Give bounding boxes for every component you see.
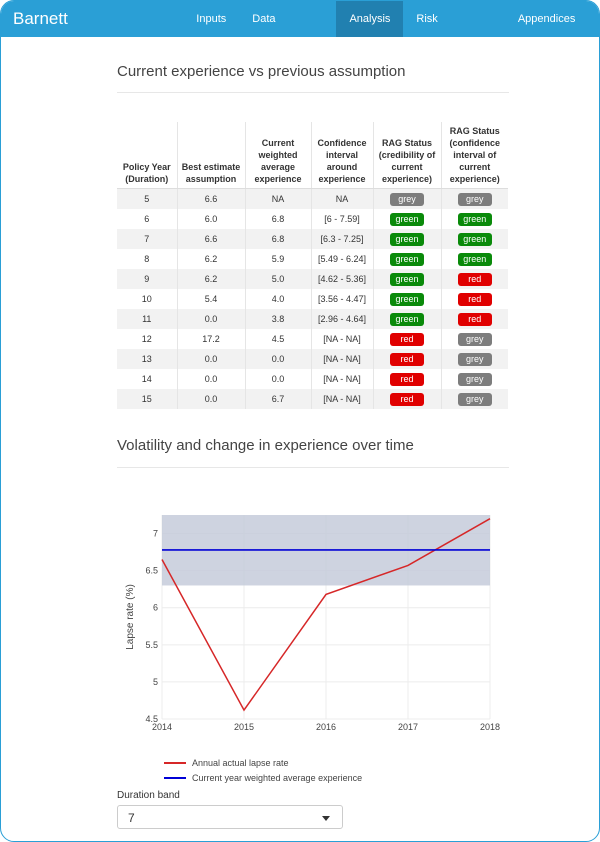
status-badge: grey bbox=[458, 393, 492, 406]
cell-rag-credibility bbox=[373, 269, 441, 289]
divider bbox=[117, 92, 509, 93]
nav-inputs[interactable]: Inputs bbox=[196, 13, 227, 25]
cell-rag-confidence bbox=[441, 389, 508, 409]
table-row bbox=[117, 269, 508, 289]
cell-policy-year: 14 bbox=[141, 374, 152, 384]
rag-table bbox=[117, 122, 508, 409]
table-row bbox=[117, 309, 508, 329]
cell-best-estimate: 5.4 bbox=[177, 289, 245, 309]
cell-best-estimate: 6.6 bbox=[177, 229, 245, 249]
cell-policy-year: 9 bbox=[117, 269, 177, 289]
status-badge: green bbox=[390, 253, 424, 266]
cell-rag-confidence bbox=[441, 209, 508, 229]
cell-current-experience: 6.8 bbox=[245, 229, 311, 249]
cell-rag-credibility bbox=[373, 389, 441, 409]
nav-appendices-label: Appendices bbox=[517, 13, 576, 25]
cell-policy-year: 11 bbox=[117, 309, 177, 329]
cell-best-estimate: 6.6 bbox=[177, 189, 245, 210]
cell-best-estimate: 0.0 bbox=[177, 389, 245, 409]
cell-current-experience: 0.0 bbox=[245, 349, 311, 369]
y-tick-label: 5.5 bbox=[145, 639, 158, 650]
legend-swatch bbox=[164, 762, 186, 764]
status-badge: green bbox=[458, 233, 492, 246]
legend-swatch bbox=[164, 777, 186, 779]
legend-item-annual[interactable] bbox=[164, 755, 362, 770]
cell-best-estimate: 0.0 bbox=[177, 309, 245, 329]
y-tick-label: 5 bbox=[152, 676, 158, 687]
cell-confidence-interval: [NA - NA] bbox=[311, 349, 373, 369]
status-badge: green bbox=[390, 233, 424, 246]
nav-data-summary[interactable]: Data summary bbox=[252, 13, 298, 61]
chevron-down-icon bbox=[322, 816, 330, 821]
cell-policy-year: 6 bbox=[144, 214, 150, 224]
cell-confidence-interval: [NA - NA] bbox=[311, 389, 373, 409]
status-badge: green bbox=[390, 273, 424, 286]
duration-band-label: Duration band bbox=[117, 790, 180, 801]
table-header-row bbox=[117, 122, 508, 189]
cell-rag-credibility bbox=[373, 349, 441, 369]
cell-rag-confidence bbox=[441, 249, 508, 269]
cell-current-experience: 4.5 bbox=[245, 329, 311, 349]
x-tick-label: 2017 bbox=[397, 722, 419, 732]
cell-rag-credibility bbox=[373, 329, 441, 349]
cell-confidence-interval: [3.56 - 4.47] bbox=[311, 289, 373, 309]
col-rag-confidence[interactable]: RAG Status (confidence interval of current experience) bbox=[441, 122, 508, 189]
status-badge: grey bbox=[458, 353, 492, 366]
legend-label: Annual actual lapse rate bbox=[192, 757, 289, 768]
col-rag-credibility[interactable]: RAG Status (credibility of current experience) bbox=[373, 122, 441, 189]
cell-current-experience: 5.9 bbox=[245, 249, 311, 269]
y-tick-label: 6 bbox=[152, 602, 158, 613]
section-title-volatility: Volatility and change in experience over time bbox=[117, 437, 414, 454]
cell-rag-confidence bbox=[441, 229, 508, 249]
cell-confidence-interval: NA bbox=[311, 189, 373, 210]
cell-policy-year: 8 bbox=[144, 254, 150, 264]
cell-policy-year: 7 bbox=[117, 229, 177, 249]
cell-rag-credibility bbox=[373, 369, 441, 389]
cell-confidence-interval: [6 - 7.59] bbox=[311, 209, 373, 229]
table-row bbox=[117, 249, 508, 269]
brand[interactable]: Barnett Waddingham bbox=[13, 9, 113, 64]
col-best-estimate[interactable]: Best estimate assumption bbox=[177, 122, 245, 189]
cell-best-estimate: 6.2 bbox=[177, 249, 245, 269]
section-title-current-experience: Current experience vs previous assumption bbox=[117, 63, 406, 80]
cell-current-experience: 4.0 bbox=[245, 289, 311, 309]
col-policy-year[interactable]: Policy Year (Duration) bbox=[117, 122, 177, 189]
status-badge: red bbox=[458, 273, 492, 286]
cell-rag-confidence bbox=[441, 309, 508, 329]
table-row bbox=[117, 229, 508, 249]
cell-confidence-interval: [NA - NA] bbox=[311, 369, 373, 389]
status-badge: red bbox=[390, 393, 424, 406]
lapse-rate-chart[interactable] bbox=[117, 501, 517, 786]
cell-rag-confidence bbox=[441, 269, 508, 289]
legend-item-weighted[interactable] bbox=[164, 770, 362, 785]
cell-confidence-interval: [4.62 - 5.36] bbox=[311, 269, 373, 289]
status-badge: red bbox=[390, 353, 424, 366]
status-badge: grey bbox=[458, 373, 492, 386]
cell-rag-credibility bbox=[373, 189, 441, 210]
cell-rag-confidence bbox=[441, 289, 508, 309]
cell-rag-confidence bbox=[441, 349, 508, 369]
x-tick-label: 2014 bbox=[151, 722, 173, 732]
status-badge: red bbox=[390, 373, 424, 386]
cell-best-estimate: 6.2 bbox=[177, 269, 245, 289]
nav-analysis[interactable]: Analysis bbox=[336, 1, 403, 37]
cell-best-estimate: 6.0 bbox=[177, 209, 245, 229]
cell-policy-year: 12 bbox=[141, 334, 152, 344]
nav-appendices[interactable] bbox=[505, 1, 600, 37]
cell-current-experience: 0.0 bbox=[245, 369, 311, 389]
y-tick-label: 6.5 bbox=[145, 565, 158, 576]
cell-policy-year: 15 bbox=[117, 389, 177, 409]
cell-current-experience: 6.8 bbox=[245, 209, 311, 229]
navbar bbox=[1, 1, 600, 64]
status-badge: grey bbox=[458, 333, 492, 346]
cell-current-experience: NA bbox=[245, 189, 311, 210]
status-badge: grey bbox=[390, 193, 424, 206]
cell-rag-credibility bbox=[373, 289, 441, 309]
x-tick-label: 2015 bbox=[233, 722, 255, 732]
cell-rag-credibility bbox=[373, 249, 441, 269]
cell-policy-year: 13 bbox=[117, 349, 177, 369]
status-badge: green bbox=[390, 313, 424, 326]
status-badge: green bbox=[458, 253, 492, 266]
y-tick-label: 4.5 bbox=[145, 714, 158, 724]
status-badge: grey bbox=[458, 193, 492, 206]
table-row bbox=[117, 209, 508, 229]
table-row bbox=[117, 369, 508, 389]
caret-down-icon bbox=[523, 52, 531, 56]
nav-risk-monitoring[interactable]: Risk monitoring bbox=[416, 13, 468, 61]
x-tick-label: 2018 bbox=[479, 722, 501, 732]
cell-best-estimate: 0.0 bbox=[177, 349, 245, 369]
table-row bbox=[117, 349, 508, 369]
col-current-experience[interactable]: Current weighted average experience bbox=[245, 122, 311, 189]
x-tick-label: 2016 bbox=[315, 722, 337, 732]
duration-band-select[interactable] bbox=[117, 805, 343, 829]
cell-rag-credibility bbox=[373, 309, 441, 329]
cell-confidence-interval: [5.49 - 6.24] bbox=[311, 249, 373, 269]
chart-legend[interactable] bbox=[164, 755, 362, 785]
col-confidence-interval[interactable]: Confidence interval around experience bbox=[311, 122, 373, 189]
table-row bbox=[117, 389, 508, 409]
duration-band-value: 7 bbox=[128, 811, 135, 825]
divider bbox=[117, 467, 509, 468]
legend-label: Current year weighted average experience bbox=[192, 772, 363, 783]
cell-rag-confidence bbox=[441, 189, 508, 210]
cell-current-experience: 6.7 bbox=[245, 389, 311, 409]
cell-current-experience: 3.8 bbox=[245, 309, 311, 329]
y-tick-label: 7 bbox=[152, 528, 158, 539]
status-badge: green bbox=[390, 293, 424, 306]
y-axis-title: Lapse rate (%) bbox=[125, 584, 136, 650]
cell-confidence-interval: [6.3 - 7.25] bbox=[311, 229, 373, 249]
cell-best-estimate: 17.2 bbox=[177, 329, 245, 349]
cell-policy-year: 5 bbox=[117, 189, 177, 210]
cell-best-estimate: 0.0 bbox=[177, 369, 245, 389]
cell-rag-credibility bbox=[373, 229, 441, 249]
status-badge: green bbox=[390, 213, 424, 226]
cell-current-experience: 5.0 bbox=[245, 269, 311, 289]
cell-confidence-interval: [2.96 - 4.64] bbox=[311, 309, 373, 329]
status-badge: green bbox=[458, 213, 492, 226]
cell-confidence-interval: [NA - NA] bbox=[311, 329, 373, 349]
table-row bbox=[117, 329, 508, 349]
status-badge: red bbox=[458, 313, 492, 326]
cell-policy-year: 10 bbox=[141, 294, 152, 304]
table-row bbox=[117, 189, 508, 210]
status-badge: red bbox=[390, 333, 424, 346]
cell-rag-credibility bbox=[373, 209, 441, 229]
cell-rag-confidence bbox=[441, 329, 508, 349]
cell-rag-confidence bbox=[441, 369, 508, 389]
table-row bbox=[117, 289, 508, 309]
status-badge: red bbox=[458, 293, 492, 306]
